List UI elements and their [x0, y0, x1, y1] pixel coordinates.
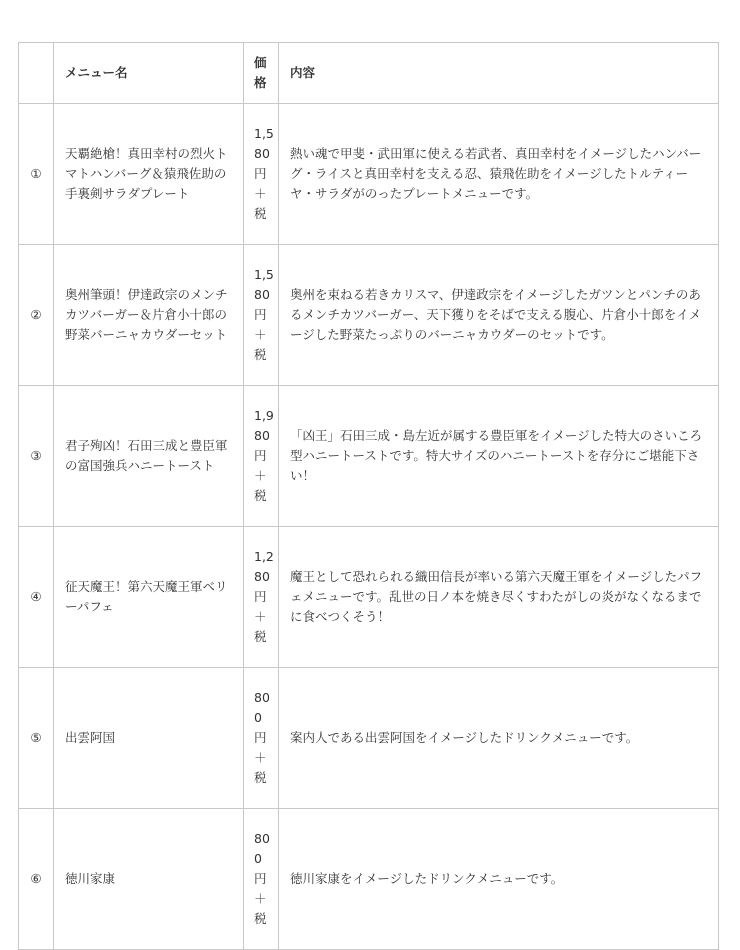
- header-number: [19, 43, 54, 104]
- row-number: ⑥: [19, 809, 54, 950]
- row-number: ②: [19, 245, 54, 386]
- menu-price: 1,580円＋税: [244, 245, 279, 386]
- row-number: ③: [19, 386, 54, 527]
- menu-price: 1,980円＋税: [244, 386, 279, 527]
- menu-description: 「凶王」石田三成・島左近が属する豊臣軍をイメージした特大のさいころ型ハニートーストです。特大サイズのハニートーストを存分にご堪能下さい！: [279, 386, 719, 527]
- header-menu-name: メニュー名: [54, 43, 244, 104]
- menu-name: 出雲阿国: [54, 668, 244, 809]
- menu-price: 800円＋税: [244, 668, 279, 809]
- row-number: ①: [19, 104, 54, 245]
- header-price: 価格: [244, 43, 279, 104]
- table-row: [19, 668, 719, 809]
- menu-description: 熱い魂で甲斐・武田軍に使える若武者、真田幸村をイメージしたハンバーグ・ライスと真田幸村を支える忍、猿飛佐助をイメージしたトルティーヤ・サラダがのったプレートメニューです。: [279, 104, 719, 245]
- header-description: 内容: [279, 43, 719, 104]
- table-row: [19, 527, 719, 668]
- menu-description: 魔王として恐れられる織田信長が率いる第六天魔王軍をイメージしたパフェメニューです。乱世の日ノ本を焼き尽くすわたがしの炎がなくなるまでに食べつくそう！: [279, 527, 719, 668]
- menu-name: 徳川家康: [54, 809, 244, 950]
- table-row: [19, 809, 719, 950]
- menu-name: 君子殉凶！石田三成と豊臣軍の富国強兵ハニートースト: [54, 386, 244, 527]
- menu-description: 徳川家康をイメージしたドリンクメニューです。: [279, 809, 719, 950]
- menu-name: 奥州筆頭！伊達政宗のメンチカツバーガー＆片倉小十郎の野菜バーニャカウダーセット: [54, 245, 244, 386]
- menu-table: [18, 42, 719, 950]
- menu-description: 奥州を束ねる若きカリスマ、伊達政宗をイメージしたガツンとパンチのあるメンチカツバーガー、天下獲りをそばで支える腹心、片倉小十郎をイメージした野菜たっぷりのバーニャカウダーのセットです。: [279, 245, 719, 386]
- table-row: [19, 386, 719, 527]
- menu-price: 800円＋税: [244, 809, 279, 950]
- menu-price: 1,580円＋税: [244, 104, 279, 245]
- table-header-row: [19, 43, 719, 104]
- row-number: ⑤: [19, 668, 54, 809]
- table-row: [19, 104, 719, 245]
- table-row: [19, 245, 719, 386]
- menu-name: 征天魔王！第六天魔王軍ベリーパフェ: [54, 527, 244, 668]
- menu-name: 天覇絶槍！真田幸村の烈火トマトハンバーグ＆猿飛佐助の手裏剣サラダプレート: [54, 104, 244, 245]
- menu-description: 案内人である出雲阿国をイメージしたドリンクメニューです。: [279, 668, 719, 809]
- menu-price: 1,280円＋税: [244, 527, 279, 668]
- row-number: ④: [19, 527, 54, 668]
